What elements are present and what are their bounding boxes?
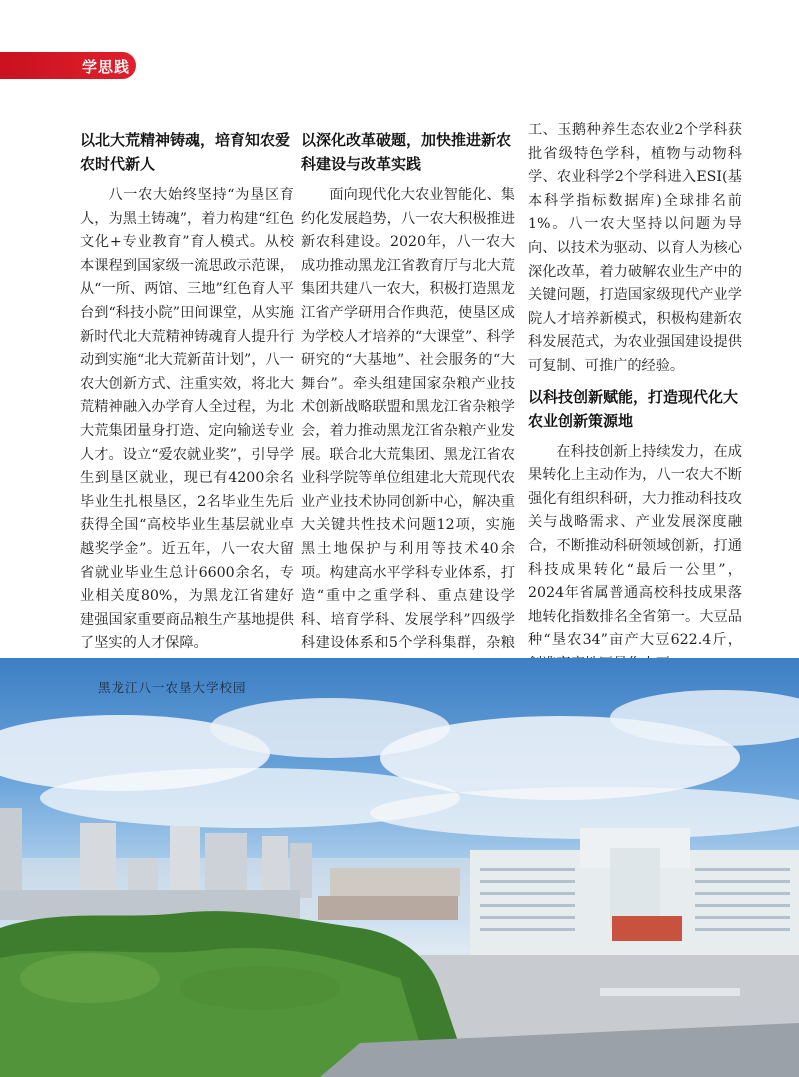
section-heading-3: 以科技创新赋能，打造现代化大农业创新策源地 bbox=[528, 387, 739, 430]
body-paragraph-2: 面向现代化大农业智能化、集约化发展趋势，八一农大积极推进新农科建设。2020年，八一农大成功推动黑龙江省教育厅与北大荒集团共建八一农大，积极打造黑龙江省产学研用合作典范，使垦区成为学校人才培养的“大课堂”、科学研究的“大基地”、社会服务的“大舞台”。牵头组建国家杂粮产业技术创新战略联盟和黑龙江省杂粮学会，着力推动黑龙江省杂粮产业发展。联合北大荒集团、黑龙江省农业科学院等单位组建北大荒现代农业产业技术协同创新中心，解决重大关键共性技术问题12项，实施黑土地保护与利用等技术40余项。构建高水平学科专业体系，打造“重中之重学科、重点建设学科、培育学科、发展学科”四级学科建设体系和5个学科集群，杂粮 bbox=[301, 187, 515, 652]
body-paragraph-continued: 工、玉鹅种养生态农业2个学科获批省级特色学科，植物与动物科学、农业科学2个学科进入ESI(基本科学指标数据库)全球排名前1%。八一农大坚持以问题为导向、以技术为驱动、以育人为核心深化改革，着力破解农业生产中的关键问题，打造国家级现代产业学院人才培养新模式，积极构建新农科发展范式，为农业强国建设提供可复制、可推广的经验。 bbox=[528, 122, 742, 374]
section-heading-1: 以北大荒精神铸魂，培育知农爱农时代新人 bbox=[80, 131, 291, 173]
article-column-1 bbox=[80, 128, 294, 656]
section-tab bbox=[0, 52, 136, 97]
section-label: 学思践悟 bbox=[82, 58, 131, 97]
body-paragraph-1: 八一农大始终坚持“为垦区育人，为黑土铸魂”，着力构建“红色文化+专业教育”育人模式。从校本课程到国家级一流思政示范课，从“一所、两馆、三地”红色育人平台到“科技小院”田间课堂，从实施新时代北大荒精神铸魂育人提升行动到实施“北大荒新苗计划”，八一农大创新方式、注重实效，将北大荒精神融入办学育人全过程，为北大荒集团量身打造、定向输送专业人才。设立“爱农就业奖”，引导学生到垦区就业，现已有4200余名毕业生扎根垦区，2名毕业生先后获得全国“高校毕业生基层就业卓越奖学金”。近五年，八一农大留省就业毕业生总计6600余名，专业相关度80%，为黑龙江省建好建强国家重要商品粮生产基地提供了坚实的人才保障。 bbox=[80, 187, 294, 652]
article-column-3 bbox=[528, 119, 742, 676]
campus-photo-illustration bbox=[0, 658, 799, 1077]
campus-photo bbox=[0, 658, 799, 1077]
photo-caption: 黑龙江八一农垦大学校园 bbox=[98, 680, 247, 695]
section-heading-2: 以深化改革破题，加快推进新农科建设与改革实践 bbox=[301, 131, 512, 173]
article-column-2 bbox=[301, 128, 515, 679]
body-paragraph-3: 在科技创新上持续发力，在成果转化上主动作为，八一农大不断强化有组织科研，大力推动科技攻关与战略需求、产业发展深度融合，不断推动科研领域创新，打通科技成果转化“最后一公里”，2024年省属普通高校科技成果落地转化指数排名全省第一。大豆品种“垦农34”亩产大豆622.4斤， bbox=[528, 443, 742, 649]
